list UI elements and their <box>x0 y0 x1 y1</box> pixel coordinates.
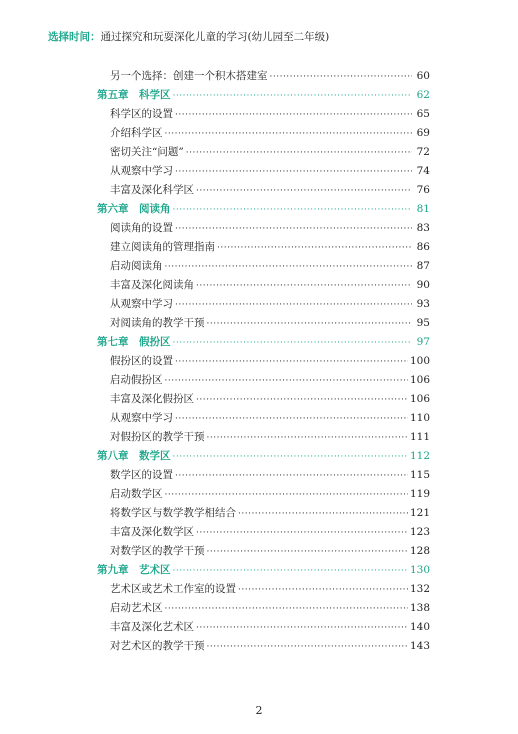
toc-entry-row <box>97 372 430 391</box>
toc-page-number: 128 <box>409 545 430 557</box>
dot-leader <box>186 148 412 158</box>
toc-entry-row <box>97 581 430 600</box>
dot-leader <box>173 91 413 101</box>
dot-leader <box>173 566 408 576</box>
toc-entry-row <box>97 258 430 277</box>
toc-entry-row <box>97 68 430 87</box>
toc-entry-row <box>97 391 430 410</box>
toc-entry-row <box>97 106 430 125</box>
table-of-contents <box>97 68 430 657</box>
toc-page-number: 81 <box>416 203 430 215</box>
toc-entry-row <box>97 619 430 638</box>
toc-title: 启动艺术区 <box>110 602 163 614</box>
toc-entry-row <box>97 182 430 201</box>
toc-page-number: 140 <box>409 621 430 633</box>
toc-entry-row <box>97 600 430 619</box>
toc-page-number: 130 <box>409 564 430 576</box>
toc-title: 第八章 数学区 <box>97 450 171 462</box>
dot-leader <box>238 585 408 595</box>
toc-page-number: 143 <box>409 640 430 652</box>
toc-title: 将数学区与数学教学相结合 <box>110 507 236 519</box>
dot-leader <box>165 490 408 500</box>
toc-title: 丰富及深化假扮区 <box>110 393 194 405</box>
toc-title: 假扮区的设置 <box>110 355 173 367</box>
toc-title: 从观察中学习 <box>110 298 173 310</box>
toc-chapter-row <box>97 87 430 106</box>
toc-title: 对假扮区的教学干预 <box>110 431 205 443</box>
toc-page-number: 110 <box>409 412 430 424</box>
dot-leader <box>173 338 413 348</box>
toc-title: 从观察中学习 <box>110 412 173 424</box>
toc-title: 对数学区的教学干预 <box>110 545 205 557</box>
dot-leader <box>207 547 408 557</box>
toc-page-number: 138 <box>409 602 430 614</box>
toc-entry-row <box>97 467 430 486</box>
toc-page-number: 65 <box>416 108 430 120</box>
dot-leader <box>196 186 412 196</box>
dot-leader <box>165 129 413 139</box>
toc-chapter-row <box>97 201 430 220</box>
toc-page-number: 100 <box>409 355 430 367</box>
dot-leader <box>196 281 412 291</box>
toc-page-number: 62 <box>416 89 430 101</box>
toc-page-number: 123 <box>409 526 430 538</box>
toc-entry-row <box>97 638 430 657</box>
page-number: 2 <box>255 704 263 717</box>
toc-page-number: 87 <box>416 260 430 272</box>
toc-entry-row <box>97 163 430 182</box>
toc-page-number: 112 <box>409 450 430 462</box>
dot-leader <box>196 528 408 538</box>
dot-leader <box>175 357 408 367</box>
toc-page-number: 119 <box>409 488 430 500</box>
toc-title: 丰富及深化科学区 <box>110 184 194 196</box>
toc-entry-row <box>97 505 430 524</box>
toc-title: 另一个选择：创建一个积木搭建室 <box>110 70 268 82</box>
toc-entry-row <box>97 353 430 372</box>
dot-leader <box>238 509 408 519</box>
toc-title: 丰富及深化数学区 <box>110 526 194 538</box>
dot-leader <box>165 604 408 614</box>
toc-entry-row <box>97 296 430 315</box>
toc-page-number: 132 <box>409 583 430 595</box>
toc-page-number: 121 <box>409 507 430 519</box>
toc-title: 介绍科学区 <box>110 127 163 139</box>
toc-title: 数学区的设置 <box>110 469 173 481</box>
toc-entry-row <box>97 486 430 505</box>
toc-page-number: 76 <box>416 184 430 196</box>
dot-leader <box>173 205 413 215</box>
toc-title: 丰富及深化艺术区 <box>110 621 194 633</box>
toc-page-number: 69 <box>416 127 430 139</box>
toc-page-number: 83 <box>416 222 430 234</box>
toc-page-number: 106 <box>409 374 430 386</box>
toc-title: 第五章 科学区 <box>97 89 171 101</box>
toc-title: 丰富及深化阅读角 <box>110 279 194 291</box>
toc-entry-row <box>97 524 430 543</box>
dot-leader <box>175 414 408 424</box>
toc-entry-row <box>97 125 430 144</box>
dot-leader <box>175 471 408 481</box>
toc-page-number: 115 <box>409 469 430 481</box>
toc-entry-row <box>97 239 430 258</box>
toc-title: 建立阅读角的管理指南 <box>110 241 215 253</box>
dot-leader <box>165 376 408 386</box>
dot-leader <box>165 262 413 272</box>
toc-entry-row <box>97 315 430 334</box>
dot-leader <box>207 319 413 329</box>
toc-title: 第九章 艺术区 <box>97 564 171 576</box>
toc-page-number: 93 <box>416 298 430 310</box>
toc-title: 从观察中学习 <box>110 165 173 177</box>
toc-page-number: 86 <box>416 241 430 253</box>
dot-leader <box>175 167 412 177</box>
toc-title: 启动数学区 <box>110 488 163 500</box>
toc-title: 第七章 假扮区 <box>97 336 171 348</box>
dot-leader <box>207 642 408 652</box>
dot-leader <box>175 224 412 234</box>
toc-title: 对阅读角的教学干预 <box>110 317 205 329</box>
header-label: 选择时间： <box>48 31 101 43</box>
toc-entry-row <box>97 543 430 562</box>
toc-page-number: 74 <box>416 165 430 177</box>
dot-leader <box>175 110 412 120</box>
running-header <box>48 30 329 44</box>
toc-title: 艺术区或艺术工作室的设置 <box>110 583 236 595</box>
toc-title: 启动假扮区 <box>110 374 163 386</box>
dot-leader <box>207 433 408 443</box>
dot-leader <box>196 623 408 633</box>
toc-entry-row <box>97 277 430 296</box>
dot-leader <box>217 243 412 253</box>
toc-title: 科学区的设置 <box>110 108 173 120</box>
toc-entry-row <box>97 410 430 429</box>
toc-entry-row <box>97 429 430 448</box>
dot-leader <box>270 72 413 82</box>
toc-page-number: 60 <box>416 70 430 82</box>
header-subtitle: 通过探究和玩耍深化儿童的学习(幼儿园至二年级) <box>100 31 330 43</box>
toc-title: 对艺术区的教学干预 <box>110 640 205 652</box>
toc-chapter-row <box>97 334 430 353</box>
toc-page-number: 95 <box>416 317 430 329</box>
toc-title: 阅读角的设置 <box>110 222 173 234</box>
toc-chapter-row <box>97 562 430 581</box>
toc-page-number: 111 <box>409 431 430 443</box>
toc-page-number: 97 <box>416 336 430 348</box>
toc-title: 启动阅读角 <box>110 260 163 272</box>
toc-page-number: 106 <box>409 393 430 405</box>
dot-leader <box>196 395 408 405</box>
toc-entry-row <box>97 220 430 239</box>
toc-page-number: 90 <box>416 279 430 291</box>
dot-leader <box>175 300 412 310</box>
toc-page-number: 72 <box>416 146 430 158</box>
toc-title: 密切关注“问题” <box>110 146 184 158</box>
toc-chapter-row <box>97 448 430 467</box>
toc-entry-row <box>97 144 430 163</box>
toc-title: 第六章 阅读角 <box>97 203 171 215</box>
dot-leader <box>173 452 408 462</box>
